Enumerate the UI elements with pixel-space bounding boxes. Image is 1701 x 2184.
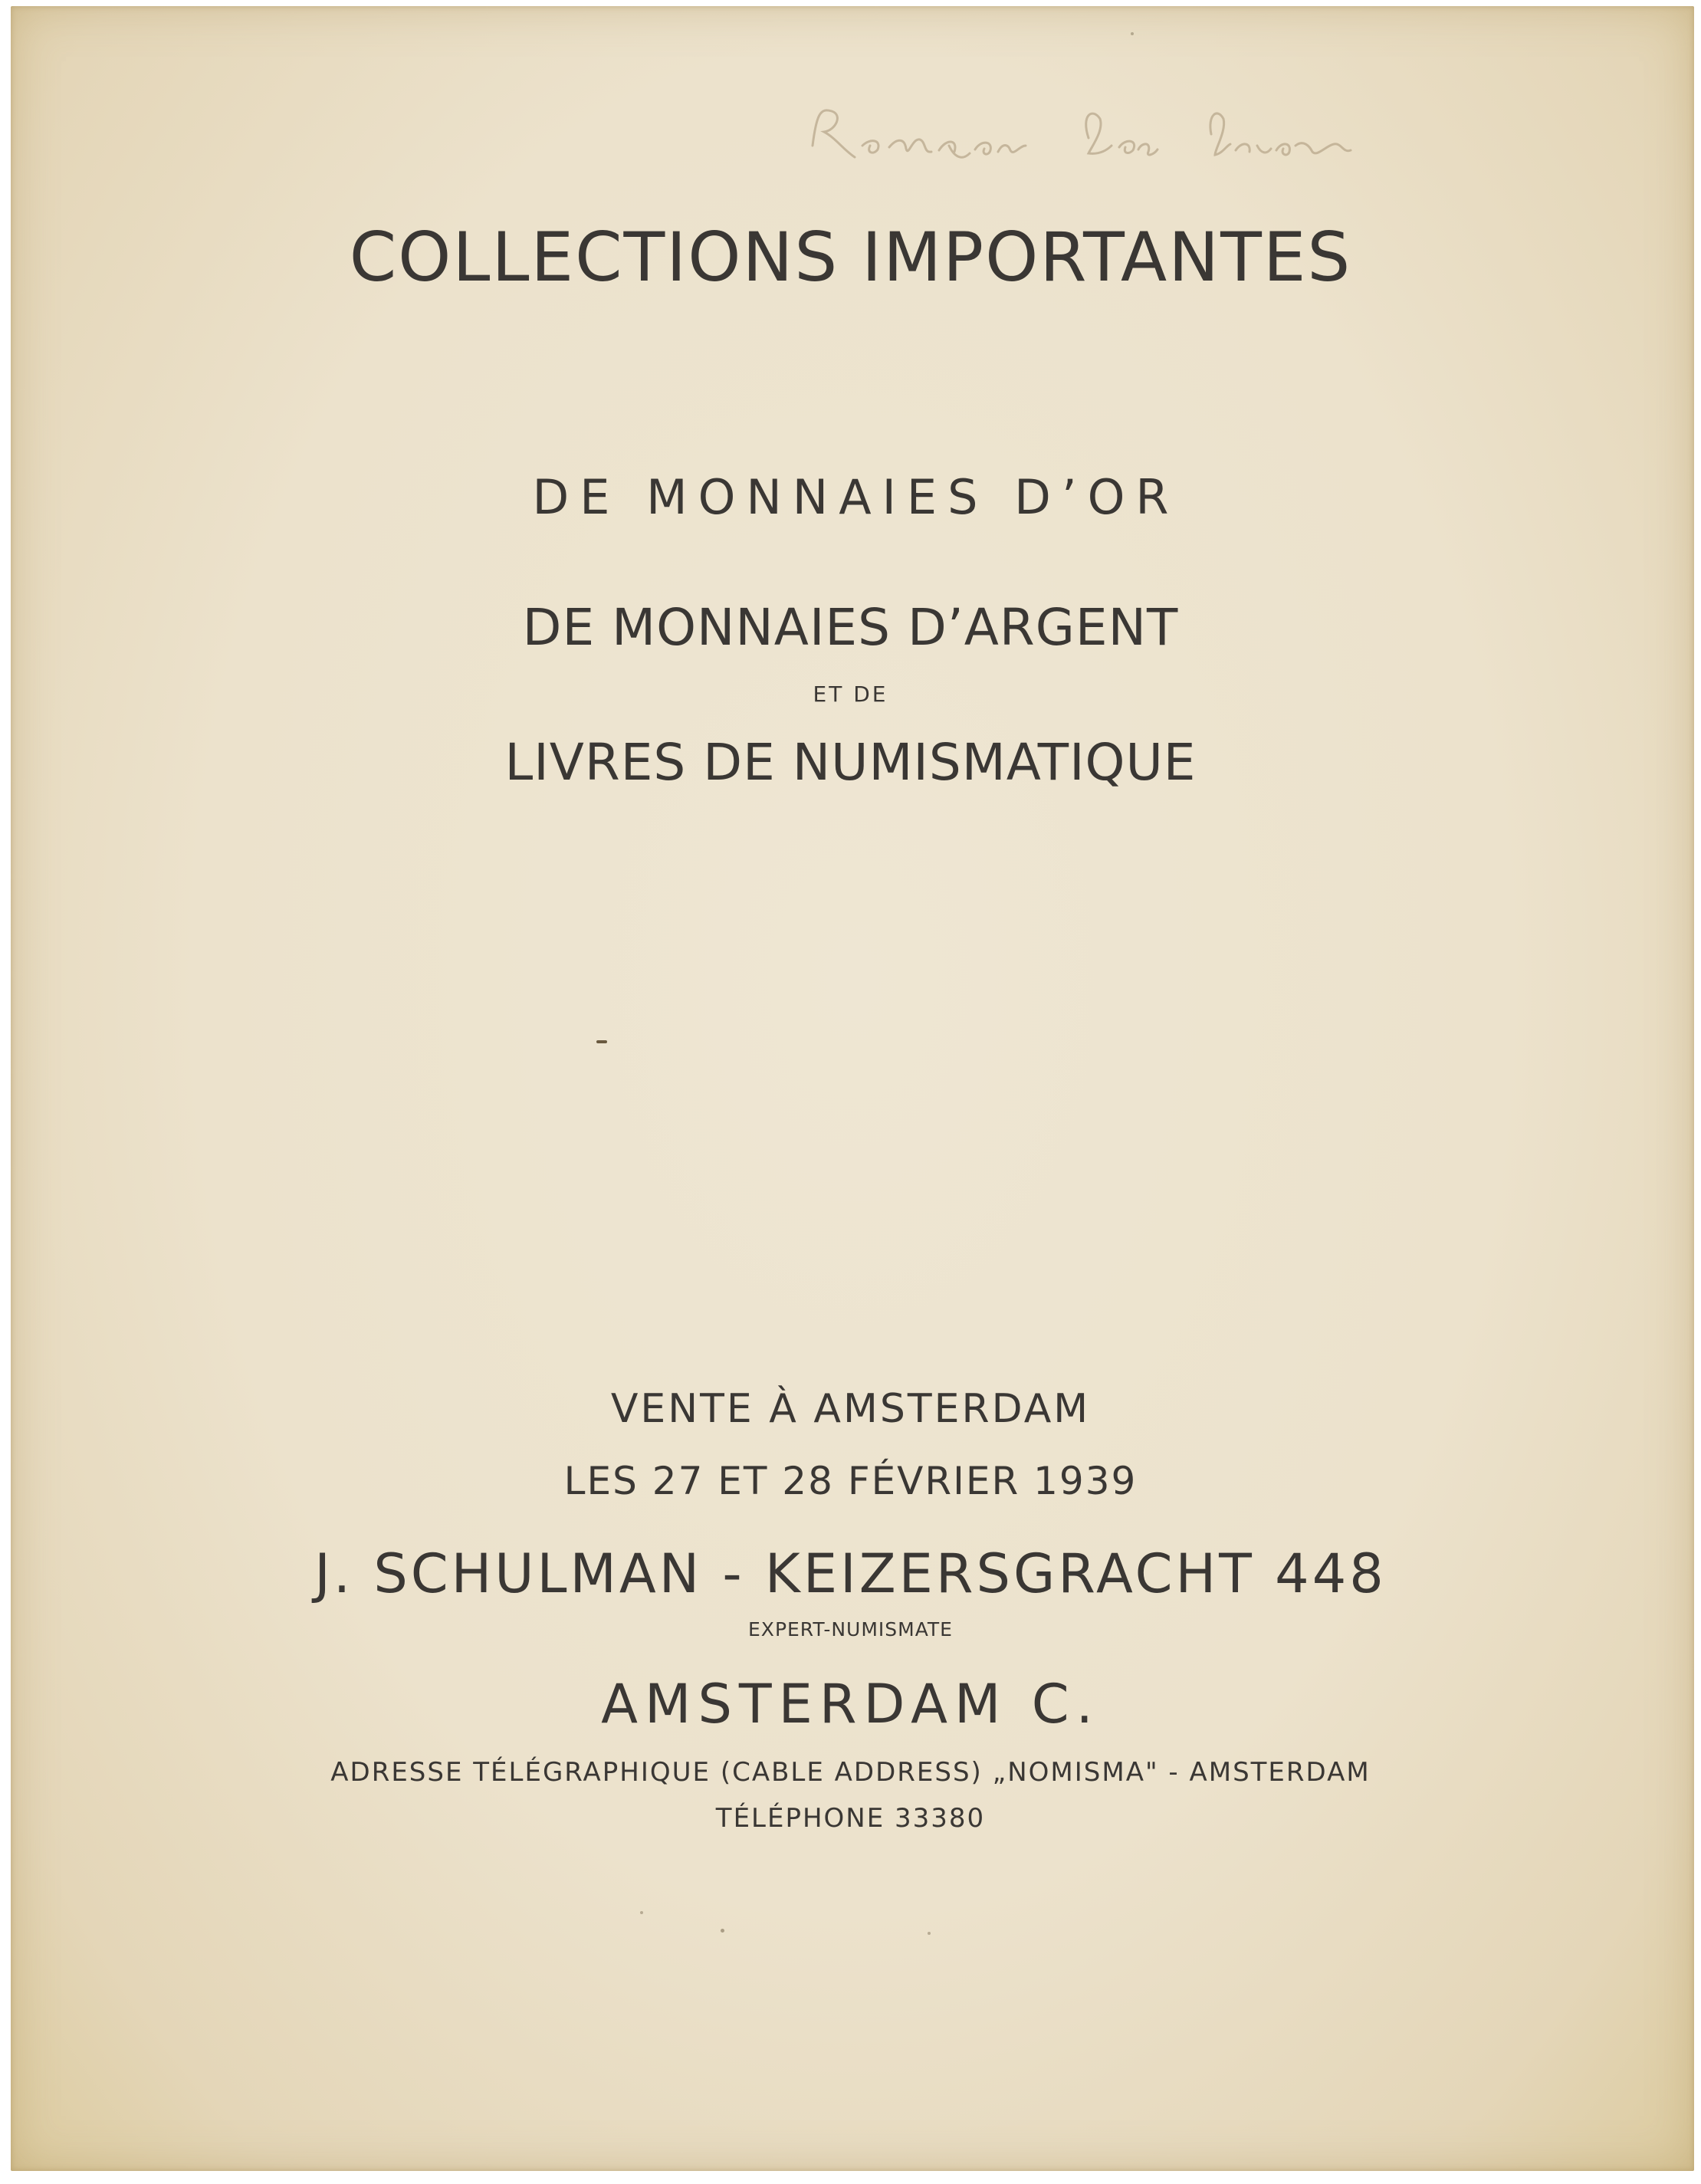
paper-speck (1131, 32, 1134, 35)
subtitle-gold-coins: DE MONNAIES D’OR (532, 469, 1180, 525)
paper-speck (640, 1911, 643, 1914)
subtitle-numismatic-books: LIVRES DE NUMISMATIQUE (504, 733, 1197, 792)
sale-dates: LES 27 ET 28 FÉVRIER 1939 (563, 1459, 1138, 1503)
dealer-role: EXPERT-NUMISMATE (748, 1618, 953, 1640)
handwritten-pencil-note (797, 84, 1380, 176)
subtitle-connector: ET DE (813, 681, 888, 707)
paper-speck (721, 1929, 724, 1933)
catalogue-title: COLLECTIONS IMPORTANTES (349, 218, 1352, 297)
sale-location: VENTE À AMSTERDAM (610, 1386, 1091, 1432)
telegraph-address: ADRESSE TÉLÉGRAPHIQUE (CABLE ADDRESS) „NOMISMA" - AMSTERDAM (330, 1757, 1371, 1788)
city-name: AMSTERDAM C. (601, 1673, 1100, 1736)
dealer-name-address: J. SCHULMAN - KEIZERSGRACHT 448 (314, 1542, 1387, 1605)
telephone-number: TÉLÉPHONE 33380 (715, 1803, 986, 1834)
paper-speck (928, 1932, 931, 1935)
catalogue-cover-page (11, 6, 1694, 2171)
subtitle-silver-coins: DE MONNAIES D’ARGENT (522, 598, 1179, 657)
paper-speck (596, 1040, 607, 1043)
